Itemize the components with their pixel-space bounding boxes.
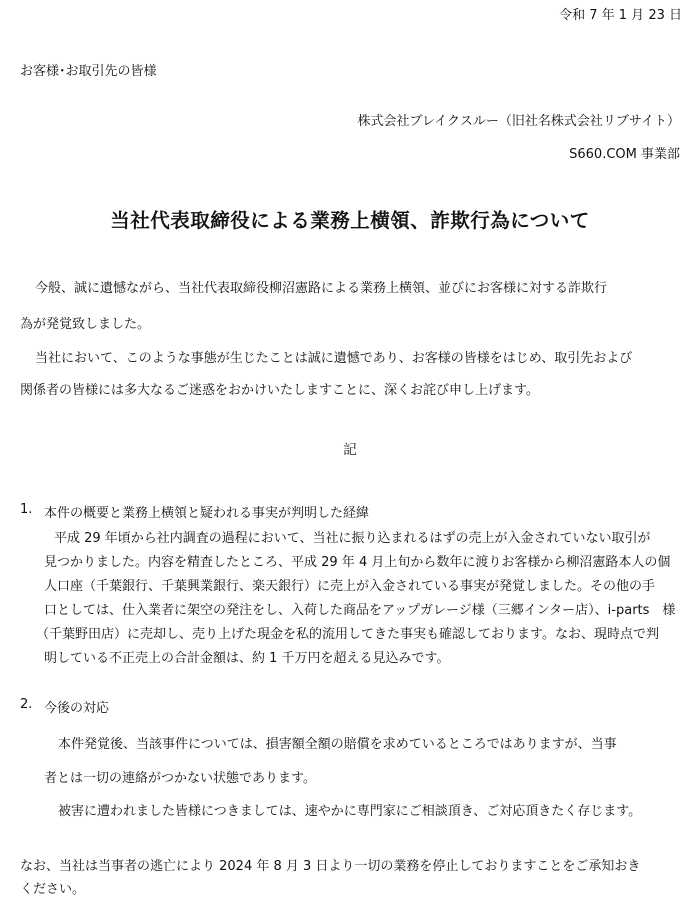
- section1-number: 1.: [20, 502, 33, 517]
- section2-line: 本件発覚後、当該事件については、損害額全額の賠償を求めているところではありますが、当事: [58, 737, 617, 752]
- section1-line: 口としては、仕入業者に架空の発注をし、入荷した商品をアップガレージ様（三郷インター店）、i-parts 様: [44, 603, 676, 618]
- ki-marker: 記: [343, 442, 357, 458]
- division-name: S660.COM 事業部: [569, 147, 680, 162]
- company-name: 株式会社ブレイクスルー（旧社名株式会社リブサイト）: [357, 114, 680, 129]
- page-title: 当社代表取締役による業務上横領、詐欺行為について: [110, 209, 590, 232]
- section1-line: 見つかりました。内容を精査したところ、平成 29 年 4 月上旬から数年に渡りお客様から柳沼憲路本人の個: [44, 555, 671, 570]
- section1-heading: 本件の概要と業務上横領と疑われる事実が判明した経緯: [44, 506, 370, 521]
- section2-heading: 今後の対応: [44, 701, 110, 716]
- closing-line: ください。: [20, 882, 86, 897]
- intro-line: 関係者の皆様には多大なるご迷惑をおかけいたしますことに、深くお詫び申し上げます。: [20, 383, 539, 398]
- section2-number: 2.: [20, 697, 33, 712]
- document-date: 令和 7 年 1 月 23 日: [559, 8, 682, 23]
- section1-line: （千葉野田店）に売却し、売り上げた現金を私的流用してきた事実も確認しております。なお、現時点で判: [36, 627, 659, 642]
- section2-line: 者とは一切の連絡がつかない状態であります。: [44, 771, 316, 786]
- section2-line: 被害に遭われました皆様につきましては、速やかに専門家にご相談頂き、ご対応頂きたく存じます。: [58, 804, 642, 819]
- section1-line: 明している不正売上の合計金額は、約 1 千万円を超える見込みです。: [44, 651, 450, 666]
- closing-line: なお、当社は当事者の逃亡により 2024 年 8 月 3 日より一切の業務を停止しておりますことをご承知おき: [20, 859, 641, 874]
- section1-line: 人口座（千葉銀行、千葉興業銀行、楽天銀行）に売上が入金されている事実が発覚しました。その他の手: [44, 579, 656, 594]
- intro-line: 今般、誠に遺憾ながら、当社代表取締役柳沼憲路による業務上横領、並びにお客様に対する詐欺行: [35, 281, 608, 296]
- section1-line: 平成 29 年頃から社内調査の過程において、当社に振り込まれるはずの売上が入金されていない取引が: [54, 531, 651, 546]
- intro-line: 当社において、このような事態が生じたことは誠に遺憾であり、お客様の皆様をはじめ、取引先および: [35, 351, 633, 366]
- addressee: お客様･お取引先の皆様: [20, 64, 157, 79]
- intro-line: 為が発覚致しました。: [20, 317, 151, 332]
